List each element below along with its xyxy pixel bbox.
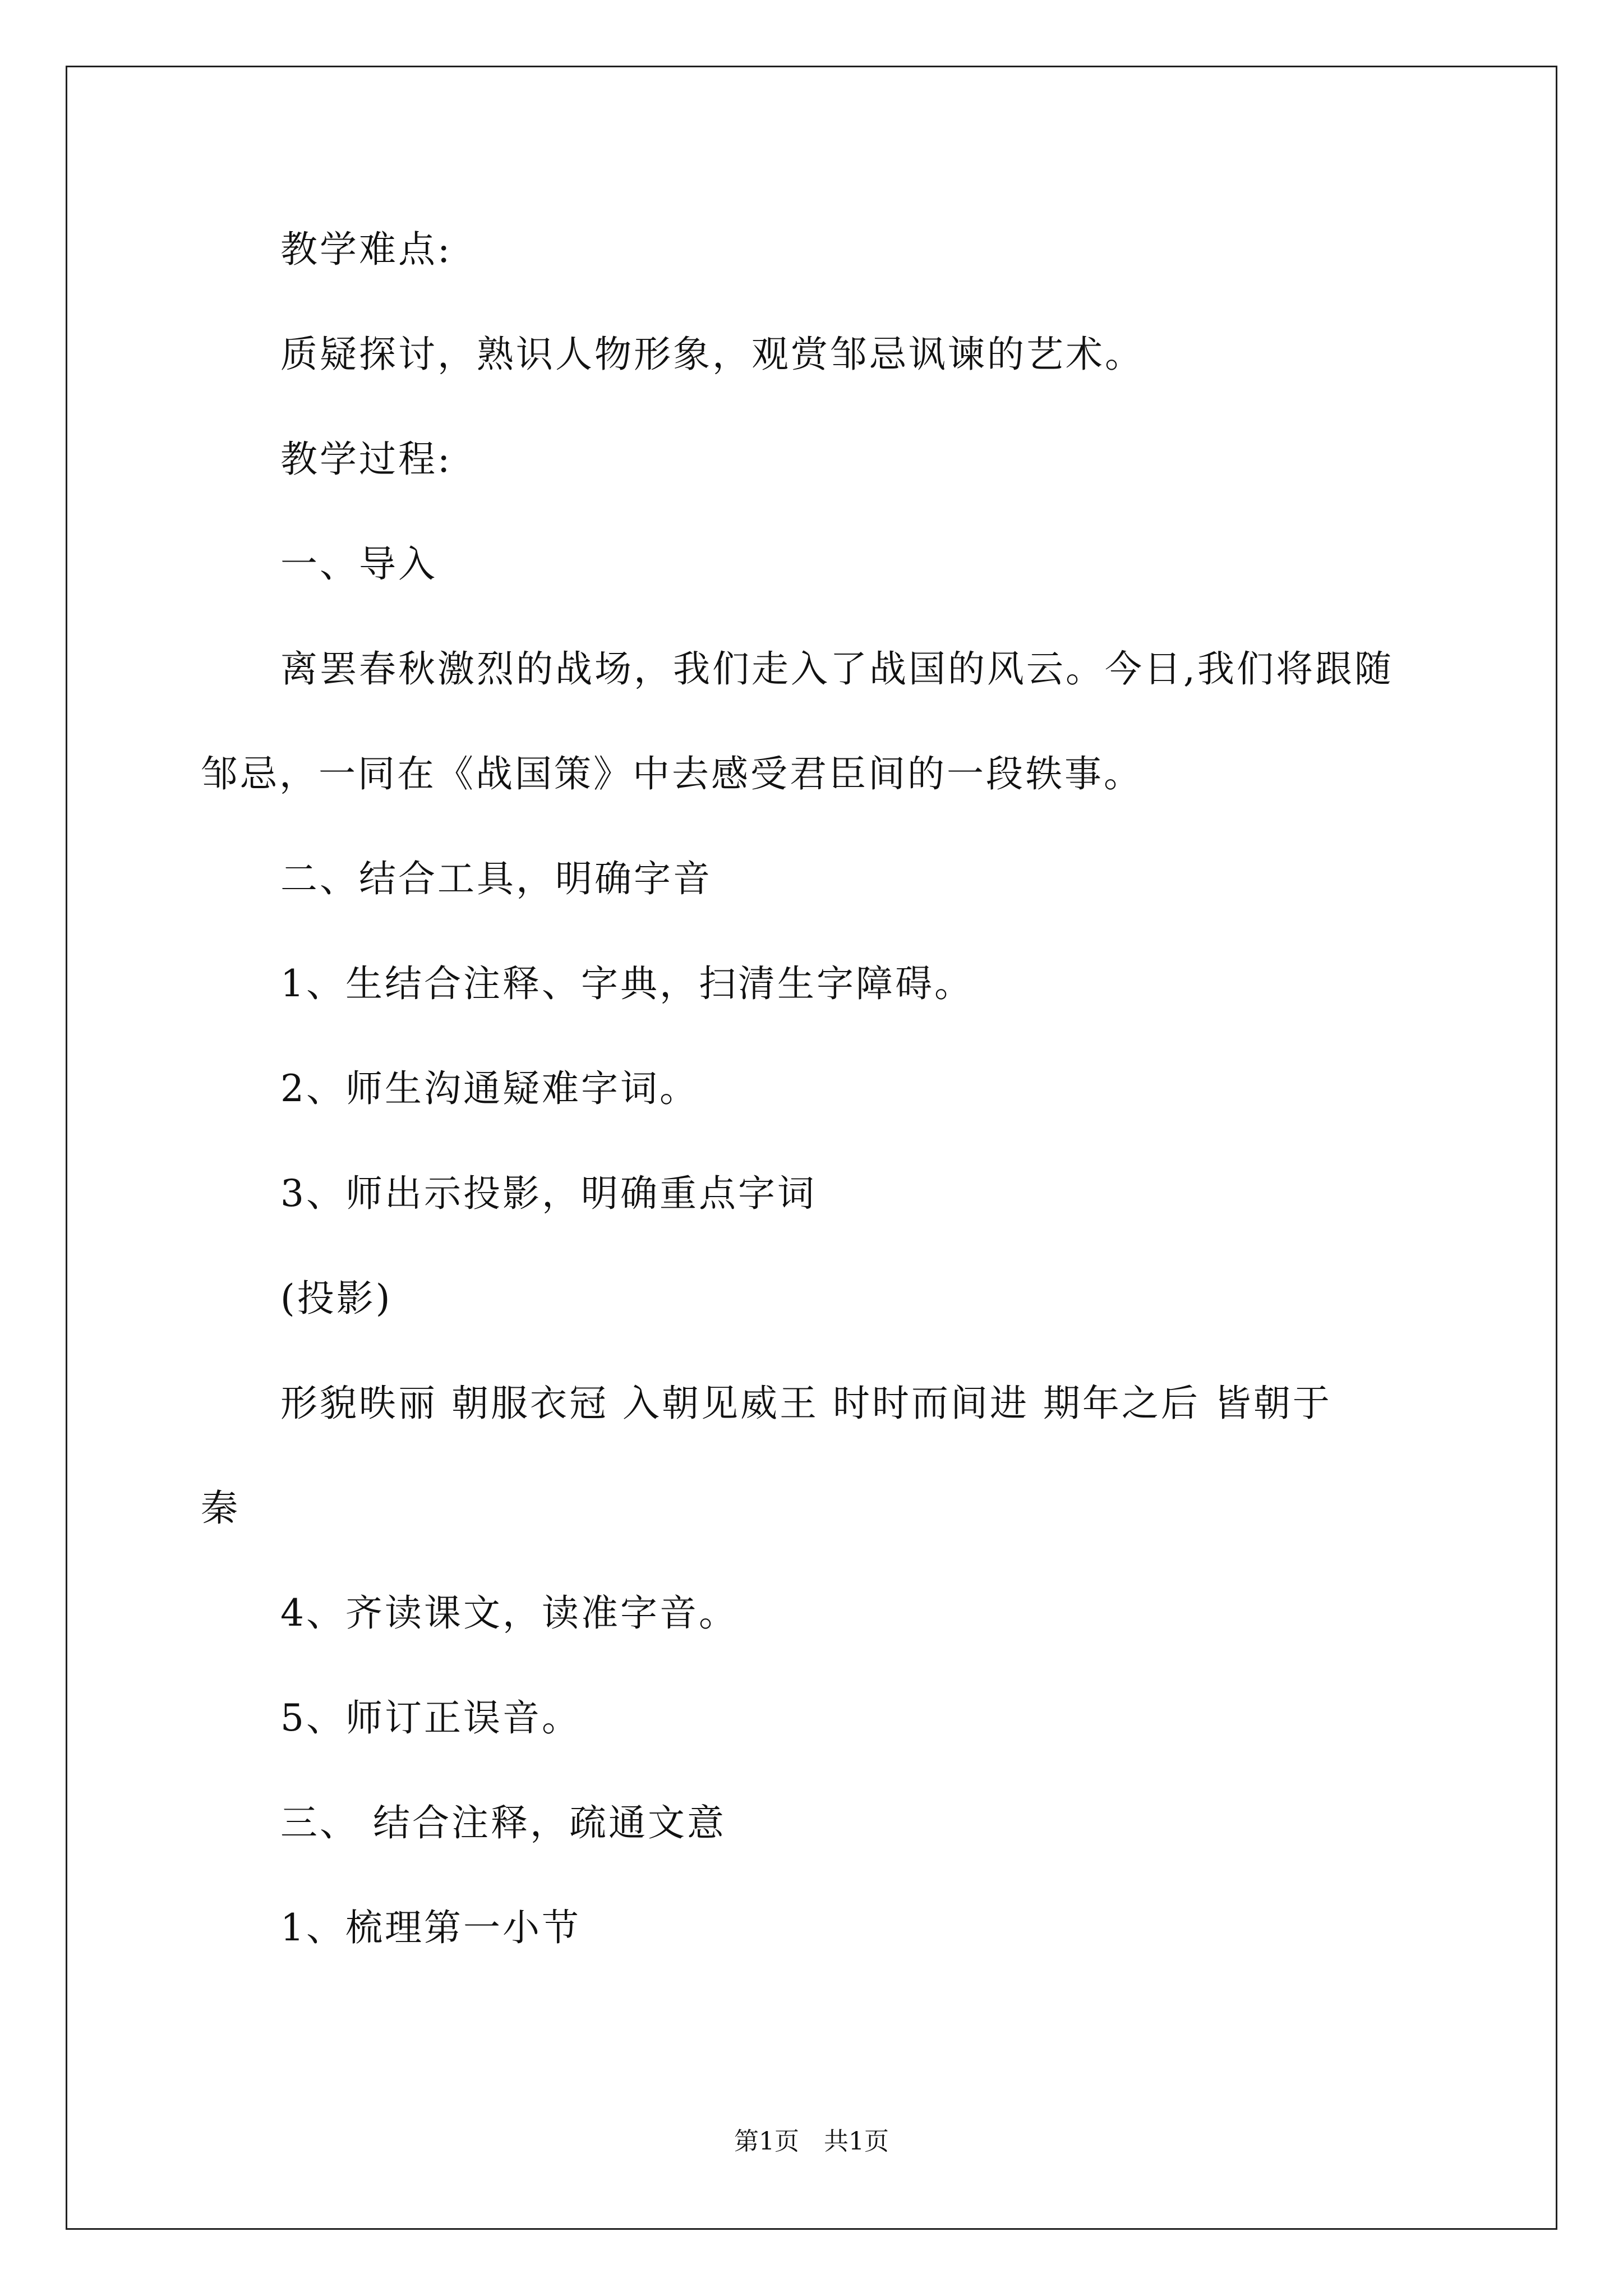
page-footer: 第1页 共1页 bbox=[734, 2127, 889, 2156]
section-meaning: 三、 结合注释，疏通文意 bbox=[280, 1801, 726, 1844]
heading-teaching-process: 教学过程: bbox=[280, 438, 453, 481]
projection-label: (投影) bbox=[280, 1277, 393, 1320]
section-introduction: 一、导入 bbox=[280, 542, 437, 586]
heading-teaching-difficulty: 教学难点: bbox=[280, 228, 453, 271]
key-words-line-1: 形貌昳丽 朝服衣冠 入朝见威王 时时而间进 期年之后 皆朝于 bbox=[280, 1382, 1332, 1425]
step-5-correct-pronunciation: 5、师订正误音。 bbox=[280, 1696, 581, 1740]
step-1-first-section: 1、梳理第一小节 bbox=[280, 1906, 581, 1949]
section-pronunciation: 二、结合工具，明确字音 bbox=[280, 857, 712, 900]
step-1-notes-dictionary: 1、生结合注释、字典，扫清生字障碍。 bbox=[280, 962, 974, 1005]
paragraph-intro-line-1: 离罢春秋激烈的战场，我们走入了战国的风云。今日,我们将跟随 bbox=[280, 647, 1394, 691]
step-4-read-aloud: 4、齐读课文，读准字音。 bbox=[280, 1591, 738, 1635]
step-3-show-projection: 3、师出示投影，明确重点字词 bbox=[280, 1172, 817, 1215]
paragraph-intro-line-2: 邹忌，一同在《战国策》中去感受君臣间的一段轶事。 bbox=[201, 752, 1143, 795]
step-2-discuss-words: 2、师生沟通疑难字词。 bbox=[280, 1067, 699, 1110]
paragraph-difficulty-content: 质疑探讨，熟识人物形象，观赏邹忌讽谏的艺术。 bbox=[280, 333, 1144, 376]
key-words-line-2: 秦 bbox=[201, 1487, 240, 1530]
